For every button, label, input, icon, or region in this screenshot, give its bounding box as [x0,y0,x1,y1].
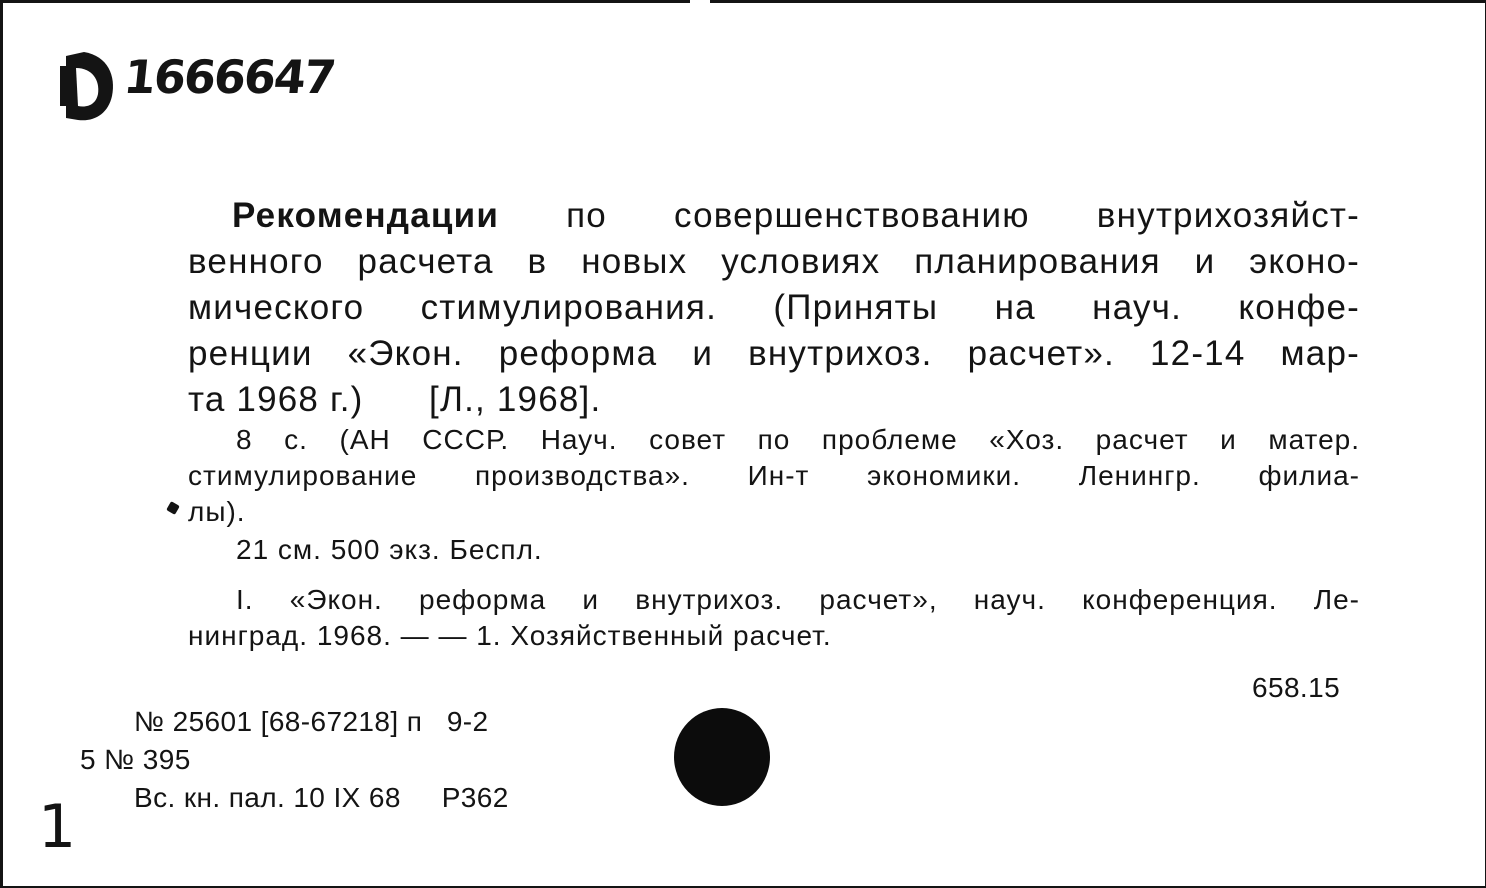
handwritten-code: 1666647 [121,50,337,104]
collation-line-2: стимулирование производства». Ин-т экономики. Ленингр. филиа- [188,460,1360,491]
classification-number: 658.15 [1252,672,1341,703]
description-line-1-text: по совершенствованию внутрихозяйст- [566,196,1360,235]
collation-line-3: лы). [188,496,246,527]
description-line-5: та 1968 г.) [Л., 1968]. [188,380,602,419]
tracings-line-2: нинград. 1968. — — 1. Хозяйственный расчет. [188,620,832,651]
tracings-line-1: I. «Экон. реформа и внутрихоз. расчет», науч. конференция. Ле- [236,584,1360,615]
collation-line-1: 8 с. (АН СССР. Науч. совет по проблеме «Хоз. расчет и матер. [236,424,1360,455]
title-bold: Рекомендации [232,196,500,235]
footer-line-1: № 25601 [68-67218] п 9-2 [134,706,489,737]
footer-line-2: 5 № 395 [80,744,191,775]
description-line-1 [232,196,1360,236]
physical-description: 21 см. 500 экз. Беспл. [236,534,543,565]
description-line-4: ренции «Экон. реформа и внутрихоз. расчет». 12-14 мар- [188,334,1360,373]
description-line-2: венного расчета в новых условиях планирования и эконо- [188,242,1360,281]
punch-hole [674,708,770,806]
stamp-glyph [58,46,118,126]
card-edge-gap [690,0,710,4]
description-line-3: мического стимулирования. (Приняты на науч. конфе- [188,288,1360,327]
handwritten-mark: 1 [38,792,77,862]
footer-line-3: Вс. кн. пал. 10 IX 68 Р362 [134,782,509,813]
